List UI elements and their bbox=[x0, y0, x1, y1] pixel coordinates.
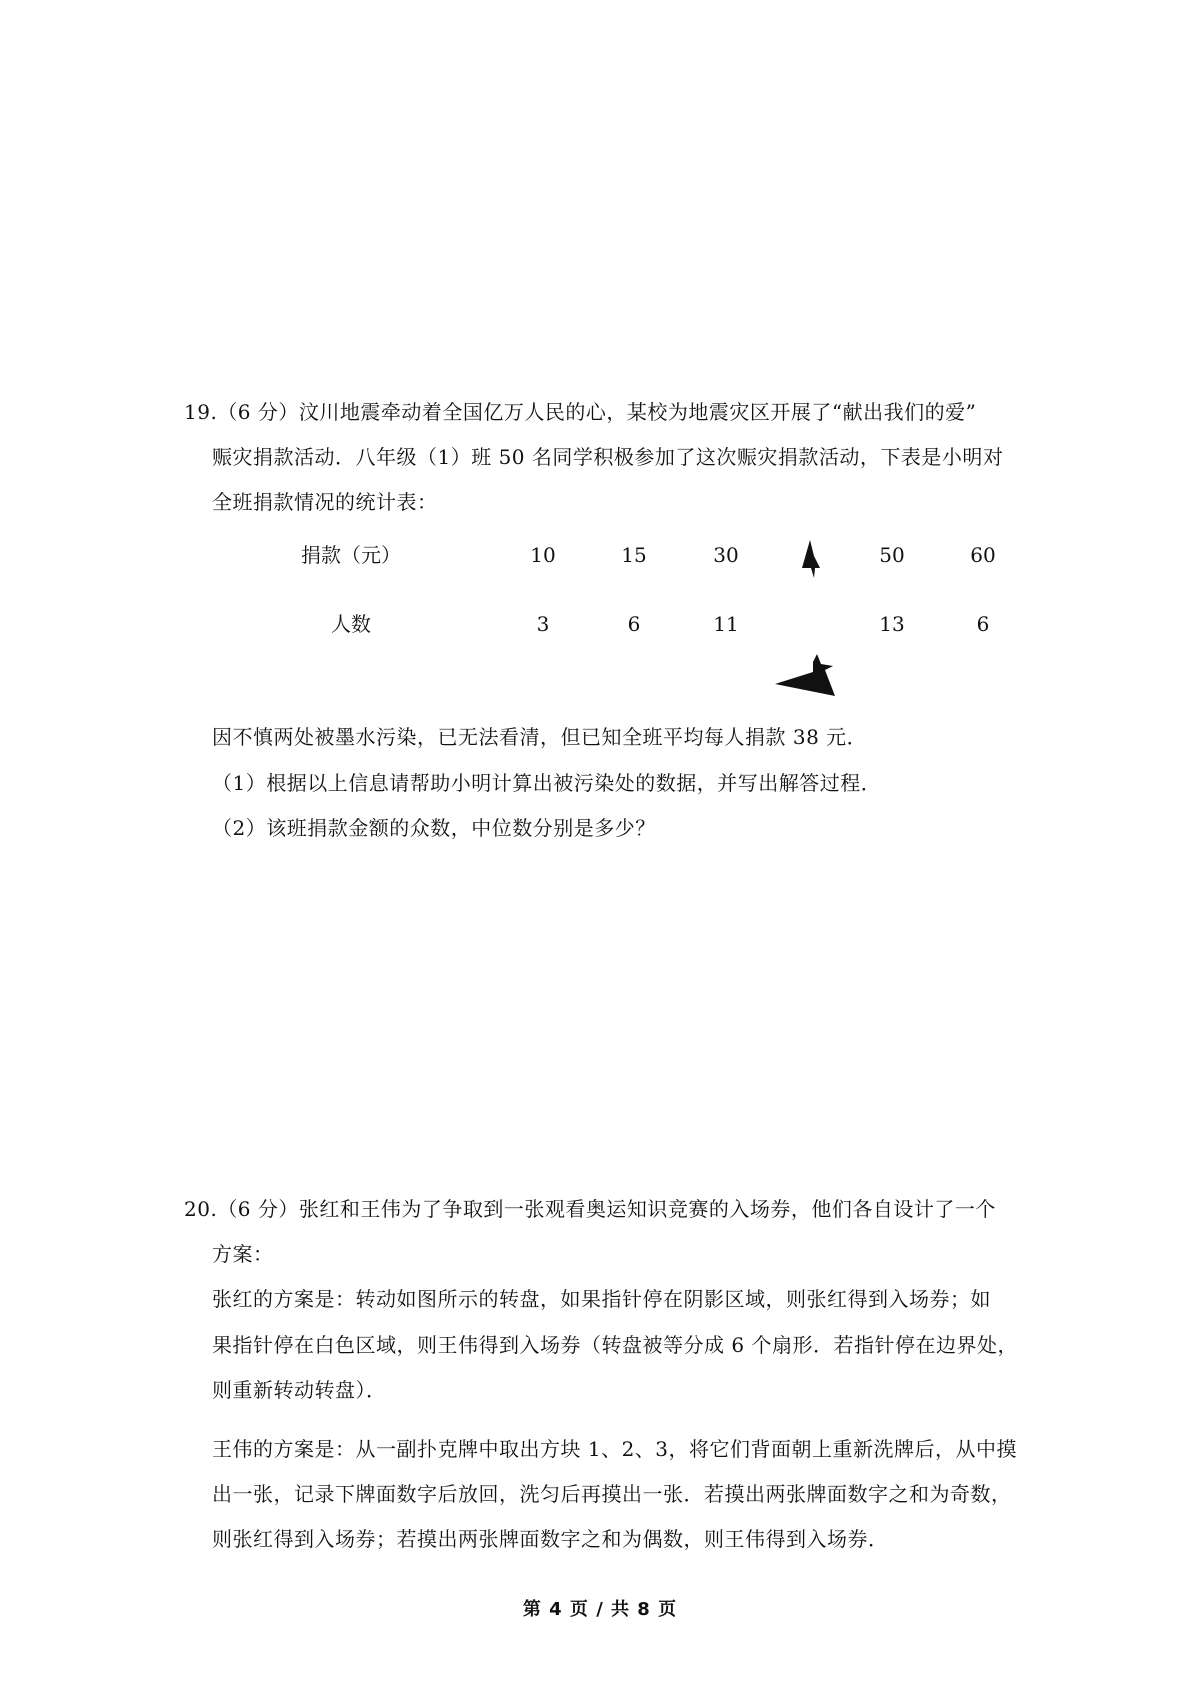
table-cell-amount: 15 bbox=[621, 543, 647, 567]
table-cell-count: 11 bbox=[713, 612, 739, 636]
table-cell-amount: 30 bbox=[713, 543, 739, 567]
q20-line-1 bbox=[184, 1197, 996, 1221]
q19-line-3: 全班捐款情况的统计表： bbox=[212, 490, 438, 514]
q20-line-4: 果指针停在白色区域，则王伟得到入场券（转盘被等分成 6 个扇形．若指针停在边界处， bbox=[212, 1333, 1018, 1357]
q20-line-7: 出一张，记录下牌面数字后放回，洗匀后再摸出一张．若摸出两张牌面数字之和为奇数， bbox=[212, 1482, 1012, 1506]
q20-line-3: 张红的方案是：转动如图所示的转盘，如果指针停在阴影区域，则张红得到入场券；如 bbox=[212, 1287, 991, 1311]
q20-line-6: 王伟的方案是：从一副扑克牌中取出方块 1、2、3，将它们背面朝上重新洗牌后，从中摸 bbox=[212, 1437, 1018, 1461]
q19-line-1 bbox=[184, 400, 976, 424]
q19-note: 因不慎两处被墨水污染，已无法看清，但已知全班平均每人捐款 38 元． bbox=[212, 725, 868, 749]
q20-number: 20. bbox=[184, 1197, 218, 1221]
table-cell-amount: 10 bbox=[530, 543, 556, 567]
table-cell-count: 6 bbox=[627, 612, 641, 636]
q19-number: 19. bbox=[184, 400, 218, 424]
table-cell-count: 3 bbox=[536, 612, 550, 636]
table-row1-label: 捐款（元） bbox=[301, 543, 401, 567]
q20-line-8: 则张红得到入场券；若摸出两张牌面数字之和为偶数，则王伟得到入场券． bbox=[212, 1527, 889, 1551]
ink-blot-count bbox=[773, 652, 845, 700]
q20-line-5: 则重新转动转盘）． bbox=[212, 1378, 387, 1402]
q19-sub2: （2）该班捐款金额的众数，中位数分别是多少？ bbox=[212, 816, 656, 840]
q19-line-2: 赈灾捐款活动．八年级（1）班 50 名同学积极参加了这次赈灾捐款活动，下表是小明对 bbox=[212, 445, 1004, 469]
ink-blot-amount bbox=[798, 538, 828, 582]
table-cell-amount: 50 bbox=[879, 543, 905, 567]
table-cell-amount: 60 bbox=[970, 543, 996, 567]
q19-sub1: （1）根据以上信息请帮助小明计算出被污染处的数据，并写出解答过程． bbox=[212, 771, 882, 795]
page-footer: 第 4 页 / 共 8 页 bbox=[522, 1599, 678, 1620]
q20-text-1: （6 分）张红和王伟为了争取到一张观看奥运知识竞赛的入场券，他们各自设计了一个 bbox=[217, 1197, 996, 1221]
table-row2-label: 人数 bbox=[331, 612, 371, 636]
table-cell-count: 13 bbox=[879, 612, 905, 636]
q19-text-1: （6 分）汶川地震牵动着全国亿万人民的心，某校为地震灾区开展了“献出我们的爱” bbox=[217, 400, 977, 424]
q20-line-2: 方案： bbox=[212, 1242, 274, 1266]
table-cell-count: 6 bbox=[976, 612, 990, 636]
